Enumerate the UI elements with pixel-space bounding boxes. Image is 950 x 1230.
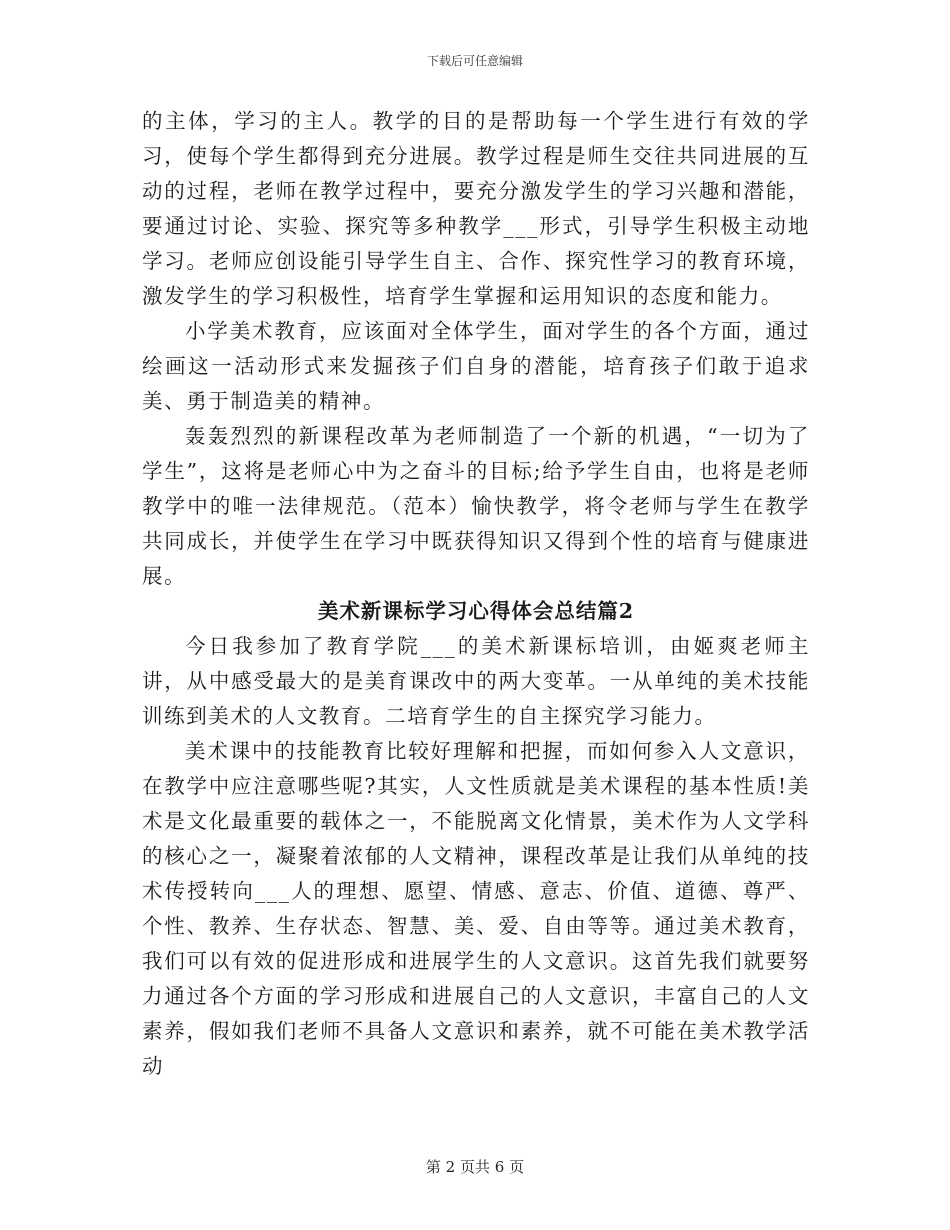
page-number: 第 2 页共 6 页 (425, 1158, 525, 1176)
section-title: 美术新课标学习心得体会总结篇2 (317, 599, 635, 623)
paragraph-training: 今日我参加了教育学院___的美术新课标培训，由姬爽老师主讲，从中感受最大的是美育课改中的两大变革。一从单纯的美术技能训练到美术的人文教育。二培育学生的自主探究学习能力。 (142, 634, 810, 728)
document-body (142, 104, 810, 1084)
paragraph-curriculum-reform: 轰轰烈烈的新课程改革为老师制造了一个新的机遇，“一切为了学生”，这将是老师心中为之奋斗的目标;给予学生自由，也将是老师教学中的唯一法律规范。（范本）愉快教学，将令老师与学生在教学共同成长，并使学生在学习中既获得知识又得到个性的培育与健康进展。 (142, 424, 810, 588)
paragraph-art-education: 小学美术教育，应该面对全体学生，面对学生的各个方面，通过绘画这一活动形式来发掘孩子们自身的潜能，培育孩子们敢于追求美、勇于制造美的精神。 (142, 319, 810, 413)
paragraph-humanities: 美术课中的技能教育比较好理解和把握，而如何参入人文意识，在教学中应注意哪些呢?其实，人文性质就是美术课程的基本性质!美术是文化最重要的载体之一，不能脱离文化情景，美术作为人文学科的核心之一，凝聚着浓郁的人文精神，课程改革是让我们从单纯的技术传授转向___人的理想、愿望、情感、意志、价值、道德、尊严、个性、教养、生存状态、智慧、美、爱、自由等等。通过美术教育，我们可以有效的促进形成和进展学生的人文意识。这首先我们就要努力通过各个方面的学习形成和进展自己的人文意识，丰富自己的人文素养，假如我们老师不具备人文意识和素养，就不可能在美术教学活动 (142, 739, 810, 1078)
paragraph-continuation: 的主体，学习的主人。教学的目的是帮助每一个学生进行有效的学习，使每个学生都得到充分进展。教学过程是师生交往共同进展的互动的过程，老师在教学过程中，要充分激发学生的学习兴趣和潜能，要通过讨论、实验、探究等多种教学___形式，引导学生积极主动地学习。老师应创设能引导学生自主、合作、探究性学习的教育环境，激发学生的学习积极性，培育学生掌握和运用知识的态度和能力。 (142, 109, 810, 308)
page-header: 下载后可任意编辑 (426, 54, 523, 68)
